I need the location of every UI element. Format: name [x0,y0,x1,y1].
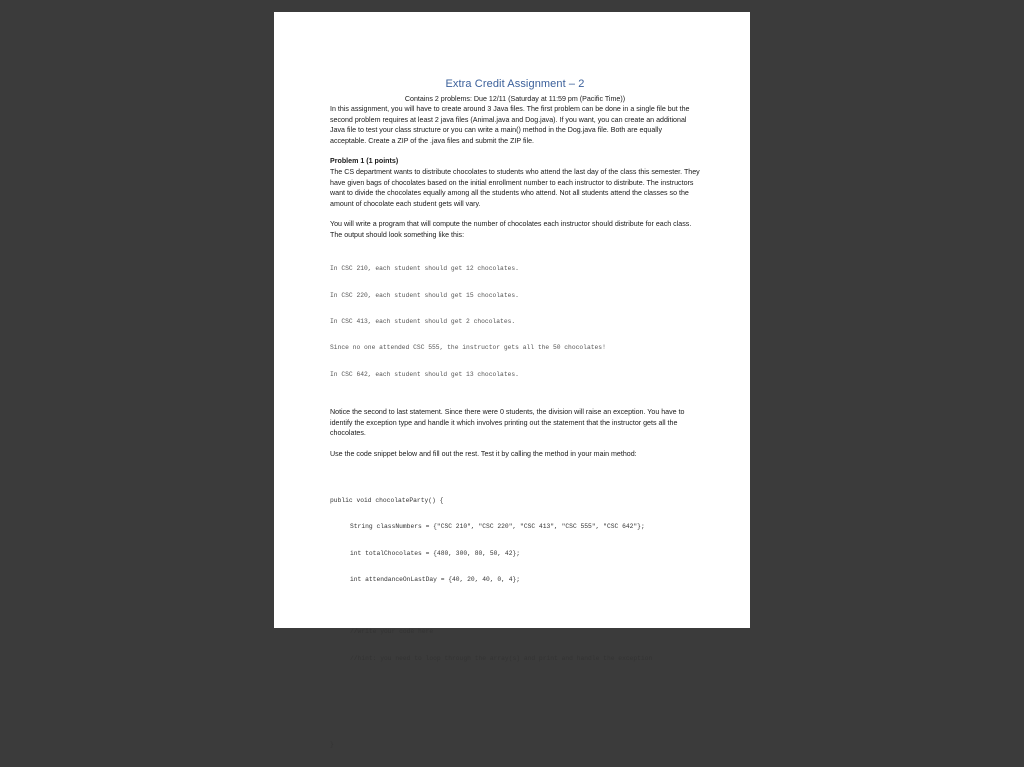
output-line: Since no one attended CSC 555, the instructor gets all the 50 chocolates! [330,344,606,352]
code-signature: public void chocolateParty() { [330,497,444,505]
snippet-instructions: Use the code snippet below and fill out the rest. Test it by calling the method in your main method: [330,449,637,458]
notice-paragraph: Notice the second to last statement. Since there were 0 students, the division will raise an exception. You have to identify the exception type and handle it which involves printing out the statement that the instructor gets all the chocolates. [330,408,685,438]
code-line: int totalChocolates = {480, 300, 80, 50, 42}; [350,549,521,557]
problem1-description: The CS department wants to distribute chocolates to students who attend the last day of the class this semester. They have given bags of chocolates based on the initial enrollment number to each instructor to distribute. The instructors want to divide the chocolates equally among all the students who attend. Not all students attend the classes so the amount of chocolate each student gets will vary. [330,167,700,208]
code-closing-brace: } [330,740,334,748]
document-content [330,78,700,767]
output-line: In CSC 210, each student should get 12 chocolates. [330,265,519,273]
due-date-subtitle: Contains 2 problems: Due 12/11 (Saturday at 11:59 pm (Pacific Time)) [404,95,626,103]
page-title: Extra Credit Assignment – 2 [445,78,585,90]
sample-output [330,248,700,398]
output-line: In CSC 220, each student should get 15 chocolates. [330,291,519,299]
problem1-heading: Problem 1 (1 points) [330,157,399,166]
code-comment: //write your code here [350,628,434,636]
output-line: In CSC 642, each student should get 13 chocolates. [330,370,519,378]
code-comment: //hint: you need to loop through the array(s) and print and handle the exception [350,654,653,662]
intro-paragraph: In this assignment, you will have to create around 3 Java files. The first problem can be done in a single file but the second problem requires at least 2 java files (Animal.java and Dog.java). If you want, you can create an additional Java file to test your class structure or you can write a main() method in the Dog.java file. Both are equally acceptable. Create a ZIP of the .java files and submit the ZIP file. [330,105,690,145]
code-snippet [330,479,700,767]
code-line: String classNumbers = {"CSC 210", "CSC 220", "CSC 413", "CSC 555", "CSC 642"}; [350,523,645,531]
program-instructions: You will write a program that will compute the number of chocolates each instructor should distribute for each class. The output should look something like this: [330,220,692,239]
document-page [274,12,750,748]
code-line: int attendanceOnLastDay = {40, 20, 40, 0, 4}; [350,576,521,584]
output-line: In CSC 413, each student should get 2 chocolates. [330,317,516,325]
